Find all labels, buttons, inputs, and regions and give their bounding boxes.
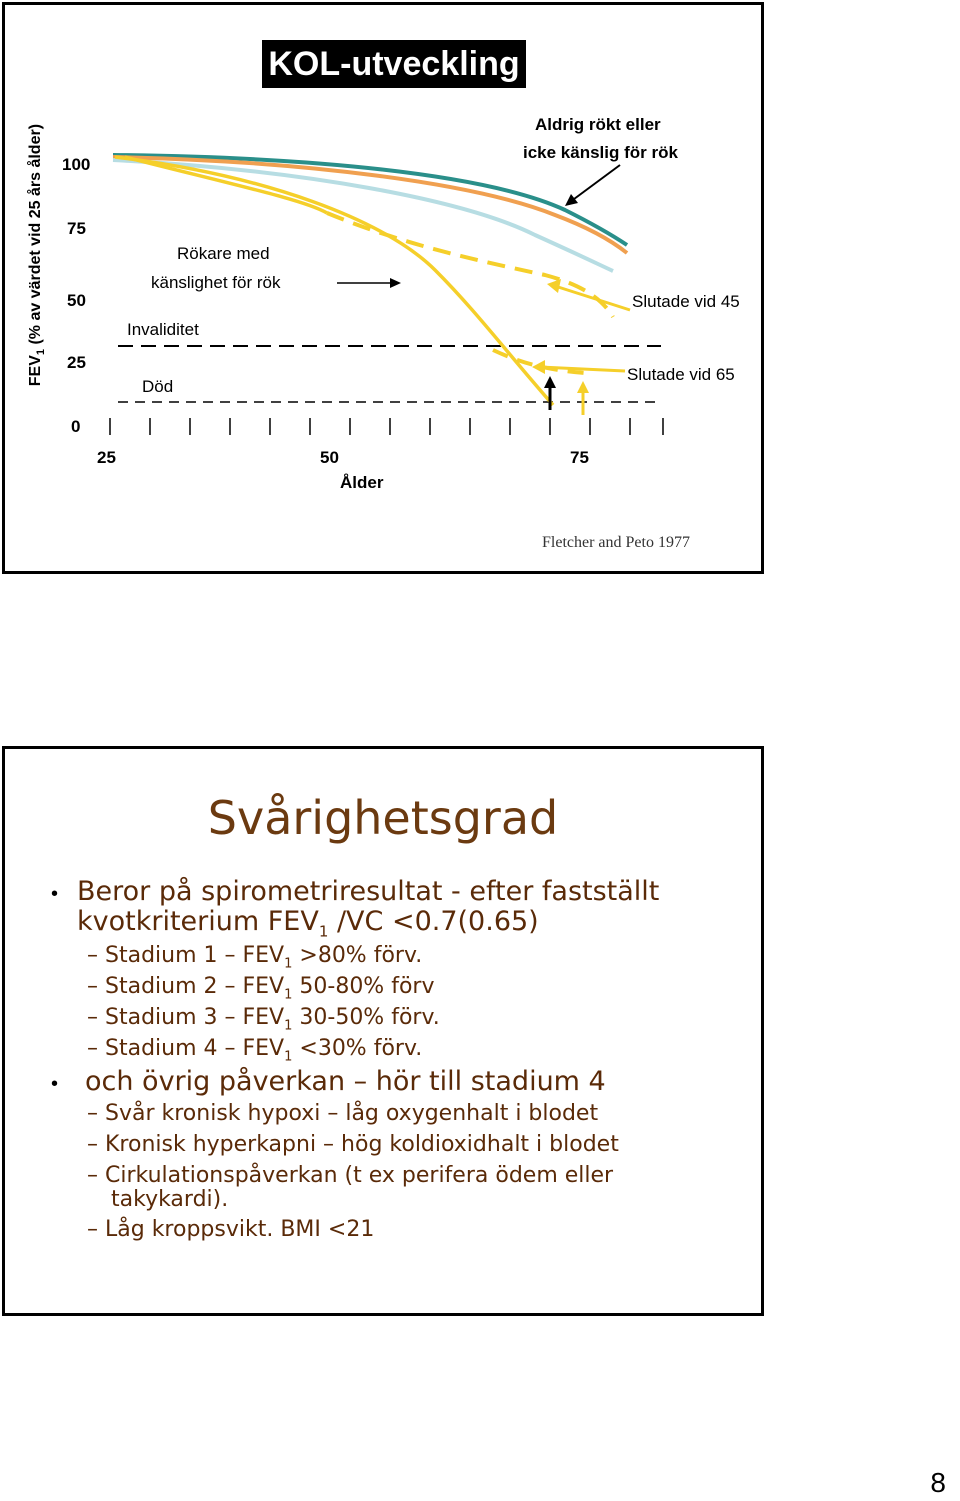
- arrow-stopped-45-head: [547, 279, 561, 293]
- label-never-smoked-2: icke känslig för rök: [523, 143, 678, 162]
- label-stopped-65: Slutade vid 65: [627, 365, 735, 384]
- curve-stopped-45: [327, 213, 613, 317]
- x-tick: 25: [97, 448, 116, 467]
- y-tick: 75: [67, 219, 86, 238]
- bullet-dot: •: [51, 883, 59, 905]
- arrow-death-smoker-head: [544, 376, 556, 388]
- y-tick: 0: [71, 417, 81, 436]
- y-tick: 25: [67, 353, 86, 372]
- bullet-1-line-2: kvotkriterium $FEV_1$ /VC <0.7(0.65): [77, 906, 539, 941]
- stage-1: – Stadium $1 - FEV_1 >80\%$ förv.: [87, 943, 423, 972]
- slide-kol-utveckling: [2, 2, 764, 574]
- stage-4: – Stadium $4 - FEV_1 <30\%$ förv.: [87, 1036, 423, 1065]
- bullet-2: och övrig påverkan – hör till stadium 4: [85, 1066, 606, 1097]
- stage-3: – Stadium $3 - FEV_1$ 30-50% förv.: [87, 1005, 440, 1034]
- x-axis-label: Ålder: [340, 473, 384, 492]
- arrow-never-smoked: [570, 165, 620, 202]
- slide-title: Svårighetsgrad: [207, 791, 559, 845]
- bullet-1-line-1: Beror på spirometriresultat - efter fastställt: [77, 876, 660, 907]
- label-never-smoked-1: Aldrig rökt eller: [535, 115, 661, 134]
- label-smokers-2: känslighet för rök: [151, 273, 281, 292]
- arrow-smokers-head: [390, 278, 401, 288]
- bullet-2-item-2: – Kronisk hyperkapni – hög koldioxidhalt i blodet: [87, 1132, 619, 1157]
- arrow-never-smoked-head: [565, 194, 578, 206]
- y-tick: 100: [62, 155, 91, 174]
- bullet-2-item-1: – Svår kronisk hypoxi – låg oxygenhalt i blodet: [87, 1101, 599, 1126]
- arrow-death-stopped-head: [577, 381, 589, 393]
- x-tick: 50: [320, 448, 339, 467]
- bullet-2-item-3: – Cirkulationspåverkan (t ex perifera ödem eller: [87, 1163, 614, 1188]
- label-stopped-45: Slutade vid 45: [632, 292, 740, 311]
- stage-2: – Stadium $2 - FEV_1$ 50-80% förv: [87, 974, 435, 1003]
- slide-svarighetsgrad: [2, 746, 764, 1316]
- bullet-2-item-4: – Låg kroppsvikt. BMI <21: [87, 1217, 375, 1242]
- citation: Fletcher and Peto 1977: [542, 534, 690, 551]
- arrow-stopped-45: [555, 286, 630, 310]
- y-tick: 50: [67, 291, 86, 310]
- curve-non-sensitive-3: [113, 160, 613, 271]
- label-smokers-1: Rökare med: [177, 244, 270, 263]
- x-tick: 75: [570, 448, 589, 467]
- label-disability: Invaliditet: [127, 320, 199, 339]
- arrow-stopped-65-head: [532, 360, 545, 374]
- fev1-chart: [5, 5, 761, 571]
- y-axis-label: $FEV_1$ (% av värdet vid 25 års ålder): [26, 123, 48, 387]
- slide-title: KOL-utveckling: [262, 40, 526, 88]
- bullet-2-item-3-cont: takykardi).: [111, 1187, 229, 1212]
- x-axis-ticks: [110, 418, 663, 435]
- page-number: 8: [930, 1467, 946, 1498]
- label-death: Död: [142, 377, 174, 396]
- bullet-dot: •: [51, 1073, 59, 1095]
